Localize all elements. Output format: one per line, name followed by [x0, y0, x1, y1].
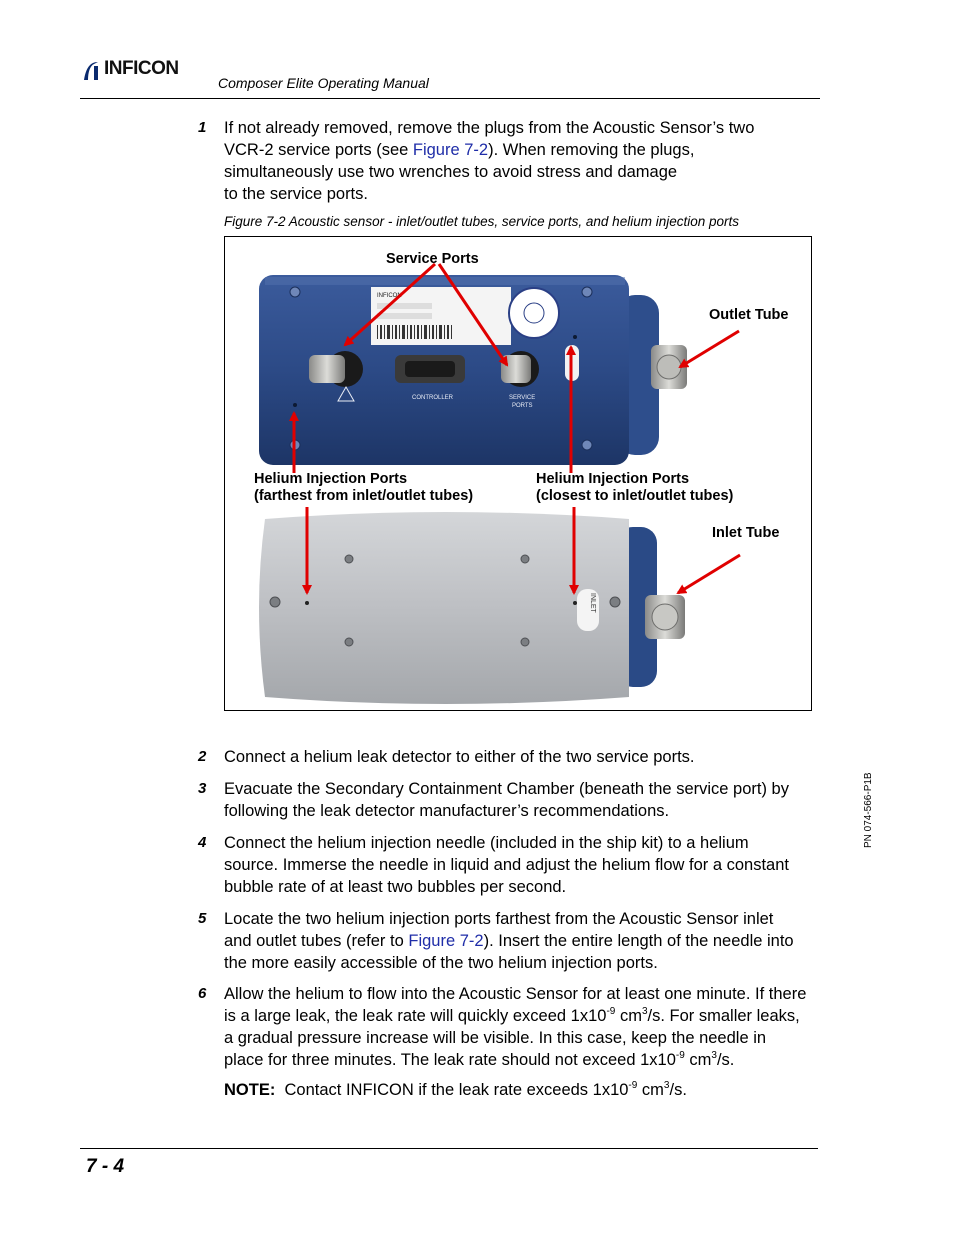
- header-rule: [80, 98, 820, 99]
- figure-7-2: [224, 236, 812, 711]
- svg-text:INLET: INLET: [589, 593, 596, 613]
- label-service-ports: Service Ports: [386, 251, 479, 267]
- label-helium-far-1: Helium Injection Ports: [254, 471, 408, 487]
- step-number: 3: [198, 780, 207, 797]
- page-number: 7 - 4: [86, 1156, 125, 1177]
- step-3-text: Evacuate the Secondary Containment Chamber (beneath the service port) by following the leak detector manufacturer’s recommendations.: [224, 780, 789, 820]
- inficon-logo-icon: [80, 58, 106, 84]
- svg-text:CONTROLLER: CONTROLLER: [412, 395, 454, 401]
- step-number: 5: [198, 910, 207, 927]
- figure-link[interactable]: Figure 7-2: [412, 141, 489, 159]
- label-inlet-tube: Inlet Tube: [712, 525, 780, 541]
- note-label: NOTE:: [224, 1081, 276, 1099]
- top-device-view: [259, 275, 687, 465]
- part-number: PN 074-566-P1B: [863, 772, 874, 848]
- step-number: 4: [198, 834, 207, 851]
- label-outlet-tube: Outlet Tube: [709, 307, 789, 323]
- bottom-device-view: [259, 512, 685, 704]
- label-helium-close-1: Helium Injection Ports: [536, 471, 690, 487]
- svg-text:PORTS: PORTS: [512, 403, 533, 409]
- figure-link[interactable]: Figure 7-2: [408, 932, 484, 950]
- step-number: 2: [198, 748, 207, 765]
- step-5-text: Locate the two helium injection ports farthest from the Acoustic Sensor inlet and outlet tubes (refer to Figure 7-2). Insert the entire length of the needle into the more easily accessible of the two helium injection ports.: [224, 910, 794, 972]
- step-6-text: Allow the helium to flow into the Acoustic Sensor for at least one minute. If there is a large leak, the leak rate will quickly exceed $1x10^{-9}$ $cm^3/s$. For smaller leaks, a gradual pressure increase will be visible. In this case, keep the needle in place for three minutes. The leak rate should not exceed $1x10^{-9}$ $cm^3/s$.: [224, 985, 807, 1069]
- step-4-text: Connect the helium injection needle (included in the ship kit) to a helium source. Immerse the needle in liquid and adjust the helium flow for a constant bubble rate of at least two bubbles per second.: [224, 834, 789, 896]
- acoustic-sensor-photo: [225, 237, 812, 711]
- footer-rule: [80, 1148, 818, 1149]
- step-2-text: Connect a helium leak detector to either of the two service ports.: [224, 748, 695, 766]
- step-number: 1: [198, 119, 207, 136]
- label-helium-close-2: (closest to inlet/outlet tubes): [536, 488, 734, 504]
- label-helium-far-2: (farthest from inlet/outlet tubes): [254, 488, 474, 504]
- note: NOTE: Contact INFICON if the leak rate exceeds $1x10^{-9}$ $cm^3/s$.: [224, 1080, 687, 1099]
- svg-text:SERVICE: SERVICE: [509, 395, 536, 401]
- manual-title: Composer Elite Operating Manual: [218, 75, 429, 91]
- step-1-text: If not already removed, remove the plugs from the Acoustic Sensor’s two VCR-2 service ports (see Figure 7-2). When removing the plugs, simultaneously use two wrenches to avoid stress and damage to the service ports.: [224, 119, 755, 203]
- step-number: 6: [198, 985, 207, 1002]
- logo-text: INFICON: [104, 58, 179, 79]
- svg-text:INFICON: INFICON: [377, 293, 402, 299]
- figure-caption: Figure 7-2 Acoustic sensor - inlet/outlet tubes, service ports, and helium injection ports: [224, 214, 739, 229]
